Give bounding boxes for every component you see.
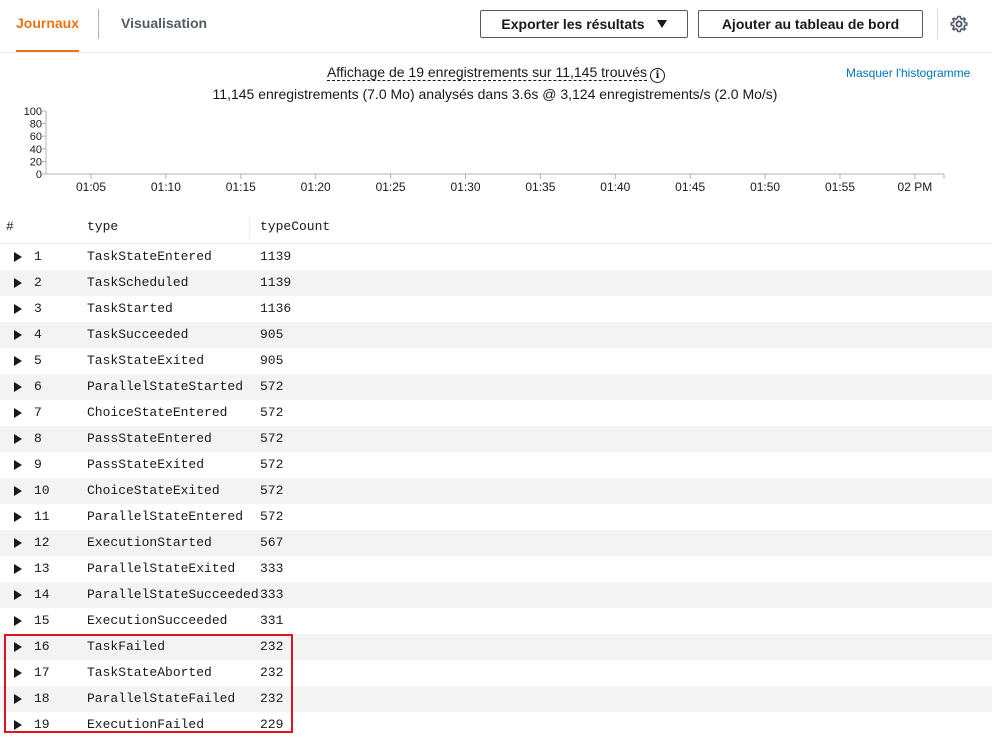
row-index: 1 <box>34 249 42 264</box>
column-divider <box>249 218 250 238</box>
row-index: 8 <box>34 431 42 446</box>
row-index: 11 <box>34 509 50 524</box>
row-type: PassStateEntered <box>87 431 212 446</box>
table-row[interactable] <box>0 712 992 738</box>
scan-stats-text: 11,145 enregistrements (7.0 Mo) analysés dans 3.6s @ 3,124 enregistrements/s (2.0 Mo/s) <box>212 86 778 102</box>
row-type: TaskStateAborted <box>87 665 212 680</box>
row-typecount: 333 <box>260 561 284 576</box>
top-bar <box>0 0 992 53</box>
table-row[interactable] <box>0 452 992 478</box>
row-type: TaskStarted <box>87 301 173 316</box>
row-index: 19 <box>34 717 50 732</box>
row-index: 17 <box>34 665 50 680</box>
row-index: 6 <box>34 379 42 394</box>
caret-right-icon[interactable] <box>14 434 22 444</box>
row-type: TaskStateExited <box>87 353 205 368</box>
caret-right-icon[interactable] <box>14 512 22 522</box>
row-type: ParallelStateSucceeded <box>87 587 259 602</box>
info-icon[interactable]: i <box>650 68 665 83</box>
records-summary <box>0 64 992 83</box>
table-row[interactable] <box>0 270 992 296</box>
row-type: ParallelStateStarted <box>87 379 244 394</box>
row-typecount: 1136 <box>260 301 292 316</box>
row-typecount: 331 <box>260 613 284 628</box>
row-index: 9 <box>34 457 42 472</box>
caret-right-icon[interactable] <box>14 356 22 366</box>
x-tick-label: 01:10 <box>150 180 181 194</box>
row-type: TaskScheduled <box>87 275 189 290</box>
table-row[interactable] <box>0 478 992 504</box>
histogram-x-axis <box>76 174 944 194</box>
row-type: TaskSucceeded <box>87 327 189 342</box>
y-tick-label: 40 <box>29 143 42 156</box>
caret-right-icon[interactable] <box>14 382 22 392</box>
row-type: TaskFailed <box>87 639 166 654</box>
table-row[interactable] <box>0 296 992 322</box>
table-row[interactable] <box>0 582 992 608</box>
row-index: 2 <box>34 275 42 290</box>
row-typecount: 572 <box>260 509 284 524</box>
row-type: ChoiceStateExited <box>87 483 220 498</box>
table-row[interactable] <box>0 686 992 712</box>
table-row[interactable] <box>0 556 992 582</box>
tab-divider <box>98 9 99 39</box>
y-tick-label: 0 <box>35 169 42 181</box>
export-results-label: Exporter les résultats <box>501 16 645 32</box>
row-index: 3 <box>34 301 42 316</box>
toolbar-divider <box>937 9 938 39</box>
x-tick-label: 01:45 <box>675 180 706 194</box>
row-typecount: 229 <box>260 717 284 732</box>
row-index: 16 <box>34 639 50 654</box>
row-typecount: 333 <box>260 587 284 602</box>
y-tick-label: 80 <box>29 118 42 131</box>
row-typecount: 572 <box>260 483 284 498</box>
caret-right-icon[interactable] <box>14 408 22 418</box>
x-tick-label: 01:40 <box>600 180 631 194</box>
export-results-button[interactable] <box>480 10 688 38</box>
tab-visualisation[interactable]: Visualisation <box>121 15 208 31</box>
table-row[interactable] <box>0 374 992 400</box>
row-typecount: 567 <box>260 535 284 550</box>
table-row[interactable] <box>0 400 992 426</box>
table-row[interactable] <box>0 504 992 530</box>
caret-down-icon <box>657 20 667 28</box>
row-typecount: 232 <box>260 639 284 654</box>
row-type: ExecutionSucceeded <box>87 613 228 628</box>
row-type: ParallelStateExited <box>87 561 236 576</box>
caret-right-icon[interactable] <box>14 330 22 340</box>
tab-journaux[interactable]: Journaux <box>16 0 79 52</box>
row-typecount: 1139 <box>260 275 292 290</box>
row-typecount: 572 <box>260 431 284 446</box>
x-tick-label: 01:55 <box>824 180 856 194</box>
histogram-y-axis <box>24 106 46 181</box>
hide-histogram-link[interactable]: Masquer l'histogramme <box>846 66 971 80</box>
column-header-typecount[interactable]: typeCount <box>260 219 331 234</box>
y-tick-label: 100 <box>23 106 42 118</box>
caret-right-icon[interactable] <box>14 642 22 652</box>
row-index: 10 <box>34 483 50 498</box>
row-type: ChoiceStateEntered <box>87 405 228 420</box>
row-index: 18 <box>34 691 50 706</box>
column-header-index[interactable]: # <box>6 219 14 234</box>
table-row[interactable] <box>0 608 992 634</box>
table-row[interactable] <box>0 244 992 270</box>
row-index: 13 <box>34 561 50 576</box>
row-typecount: 232 <box>260 665 284 680</box>
table-row[interactable] <box>0 530 992 556</box>
x-tick-label: 01:15 <box>225 180 256 194</box>
x-tick-label: 01:20 <box>300 180 331 194</box>
y-tick-label: 60 <box>29 131 42 144</box>
x-tick-label: 02 PM <box>897 180 933 194</box>
row-typecount: 572 <box>260 405 284 420</box>
table-row[interactable] <box>0 426 992 452</box>
y-tick-label: 20 <box>29 156 42 169</box>
x-tick-label: 01:50 <box>750 180 781 194</box>
gear-icon[interactable] <box>949 14 969 34</box>
row-typecount: 1139 <box>260 249 292 264</box>
caret-right-icon[interactable] <box>14 720 22 730</box>
row-index: 15 <box>34 613 50 628</box>
row-index: 7 <box>34 405 42 420</box>
caret-right-icon[interactable] <box>14 668 22 678</box>
x-tick-label: 01:05 <box>75 180 107 194</box>
row-typecount: 905 <box>260 353 284 368</box>
caret-right-icon[interactable] <box>14 304 22 314</box>
histogram-chart <box>0 104 992 200</box>
table-header <box>0 210 992 244</box>
table-row[interactable] <box>0 348 992 374</box>
row-type: ExecutionFailed <box>87 717 205 732</box>
caret-right-icon[interactable] <box>14 460 22 470</box>
x-tick-label: 01:25 <box>375 180 406 194</box>
table-row[interactable] <box>0 322 992 348</box>
row-index: 12 <box>34 535 50 550</box>
x-tick-label: 01:35 <box>525 180 556 194</box>
row-type: ExecutionStarted <box>87 535 212 550</box>
row-typecount: 905 <box>260 327 284 342</box>
row-typecount: 232 <box>260 691 284 706</box>
table-row[interactable] <box>0 634 992 660</box>
caret-right-icon[interactable] <box>14 486 22 496</box>
caret-right-icon[interactable] <box>14 590 22 600</box>
caret-right-icon[interactable] <box>14 252 22 262</box>
caret-right-icon[interactable] <box>14 564 22 574</box>
row-type: ParallelStateEntered <box>87 509 244 524</box>
row-typecount: 572 <box>260 457 284 472</box>
x-tick-label: 01:30 <box>450 180 481 194</box>
row-index: 5 <box>34 353 42 368</box>
table-row[interactable] <box>0 660 992 686</box>
caret-right-icon[interactable] <box>14 616 22 626</box>
row-typecount: 572 <box>260 379 284 394</box>
row-type: ParallelStateFailed <box>87 691 236 706</box>
caret-right-icon[interactable] <box>14 538 22 548</box>
row-index: 4 <box>34 327 42 342</box>
caret-right-icon[interactable] <box>14 278 22 288</box>
records-shown-text[interactable]: Affichage de 19 enregistrements sur 11,145 trouvés <box>326 64 648 80</box>
row-type: PassStateExited <box>87 457 205 472</box>
add-to-dashboard-button[interactable]: Ajouter au tableau de bord <box>698 10 923 38</box>
row-type: TaskStateEntered <box>87 249 212 264</box>
row-index: 14 <box>34 587 50 602</box>
column-header-type[interactable]: type <box>87 219 119 234</box>
caret-right-icon[interactable] <box>14 694 22 704</box>
